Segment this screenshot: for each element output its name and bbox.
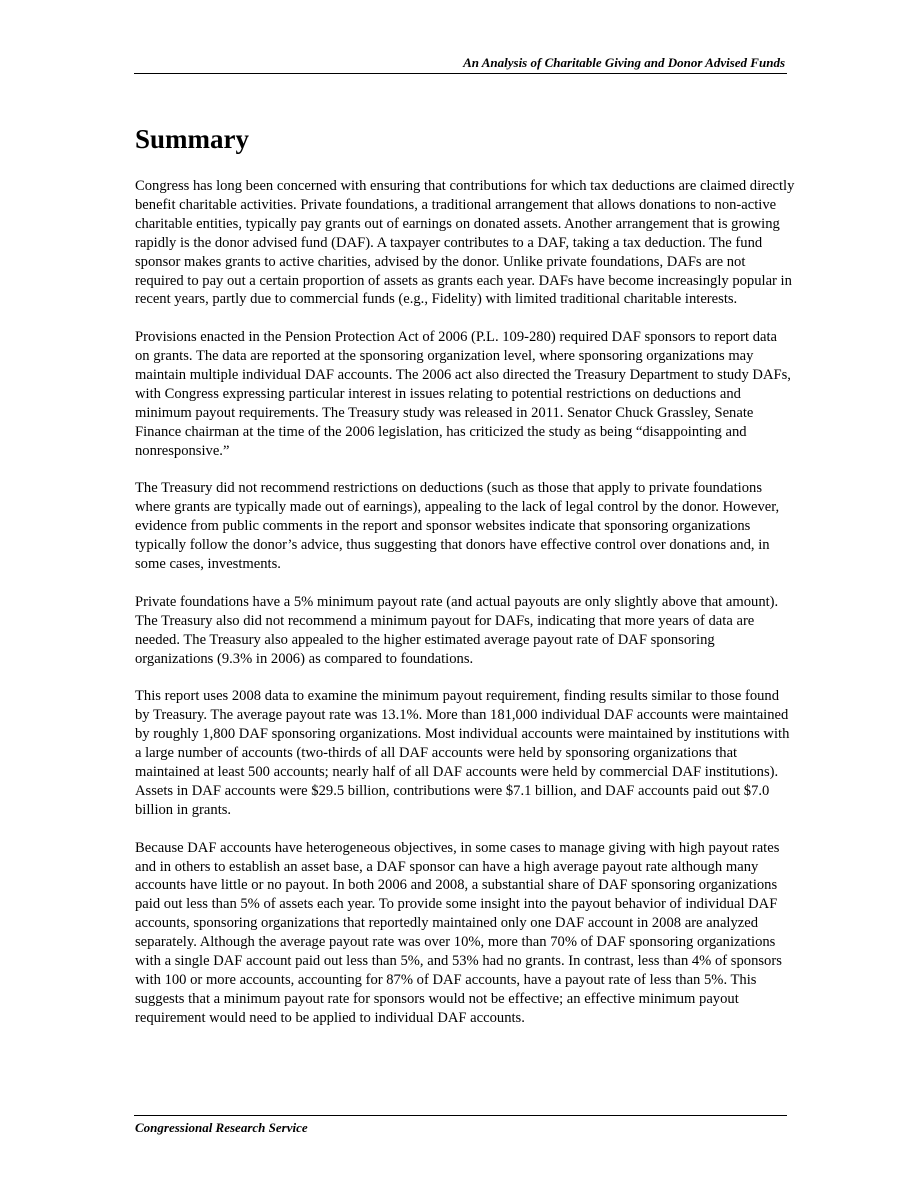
section-title: Summary bbox=[135, 124, 249, 154]
header-rule bbox=[134, 73, 787, 74]
paragraph: Private foundations have a 5% minimum payout rate (and actual payouts are only slightly above that amount). The Treasury also did not recommend a minimum payout for DAFs, indicating that more years of data are needed. The Treasury also appealed to the higher estimated average payout rate of DAF sponsoring organizations (9.3% in 2006) as compared to foundations. bbox=[135, 593, 779, 667]
paragraph: This report uses 2008 data to examine the minimum payout requirement, finding results similar to those found by Treasury. The average payout rate was 13.1%. More than 181,000 individual DAF accounts were maintained by roughly 1,800 DAF sponsoring organizations. Most individual accounts were maintained by institutions with a large number of accounts (two-thirds of all DAF accounts were held by sponsoring organizations that maintained at least 500 accounts; nearly half of all DAF accounts were held by commercial DAF institutions). Assets in DAF accounts were $29.5 billion, contributions were $7.1 billion, and DAF accounts paid out $7.0 billion in grants. bbox=[135, 688, 790, 818]
summary-body bbox=[135, 177, 795, 1047]
footer-rule bbox=[134, 1115, 787, 1116]
paragraph: The Treasury did not recommend restrictions on deductions (such as those that apply to private foundations where grants are typically made out of earnings), appealing to the lack of legal control by the donor. However, evidence from public comments in the report and sponsor websites indicate that sponsoring organizations typically follow the donor’s advice, thus suggesting that donors have effective control over donations and, in some cases, investments. bbox=[135, 480, 780, 573]
paragraph: Provisions enacted in the Pension Protection Act of 2006 (P.L. 109-280) required DAF sponsors to report data on grants. The data are reported at the sponsoring organization level, where sponsoring organizations may maintain multiple individual DAF accounts. The 2006 act also directed the Treasury Department to study DAFs, with Congress expressing particular interest in issues relating to potential restrictions on deductions and minimum payout requirements. The Treasury study was released in 2011. Senator Chuck Grassley, Senate Finance chairman at the time of the 2006 legislation, has criticized the study as being “disappointing and nonresponsive.” bbox=[135, 329, 791, 459]
running-header: An Analysis of Charitable Giving and Donor Advised Funds bbox=[463, 55, 785, 70]
paragraph: Because DAF accounts have heterogeneous objectives, in some cases to manage giving with high payout rates and in others to establish an asset base, a DAF sponsor can have a high average payout rate although many accounts have little or no payout. In both 2006 and 2008, a substantial share of DAF sponsoring organizations paid out less than 5% of assets each year. To provide some insight into the payout behavior of individual DAF accounts, sponsoring organizations that reportedly maintained only one DAF account in 2008 are analyzed separately. Although the average payout rate was over 10%, more than 70% of DAF sponsoring organizations with a single DAF account paid out less than 5%, and 53% had no grants. In contrast, less than 4% of sponsors with 100 or more accounts, accounting for 87% of DAF accounts, have a payout rate of less than 5%. This suggests that a minimum payout rate for sponsors would not be effective; an effective minimum payout requirement would need to be applied to individual DAF accounts. bbox=[135, 839, 782, 1026]
paragraph: Congress has long been concerned with ensuring that contributions for which tax deductions are claimed directly benefit charitable activities. Private foundations, a traditional arrangement that allows donations to non-active charitable entities, typically pay grants out of earnings on donated assets. Another arrangement that is growing rapidly is the donor advised fund (DAF). A taxpayer contributes to a DAF, taking a tax deduction. The fund sponsor makes grants to active charities, advised by the donor. Unlike private foundations, DAFs are not required to pay out a certain proportion of assets as grants each year. DAFs have become increasingly popular in recent years, partly due to commercial funds (e.g., Fidelity) with limited traditional charitable interests. bbox=[135, 178, 795, 308]
running-footer: Congressional Research Service bbox=[135, 1120, 308, 1135]
